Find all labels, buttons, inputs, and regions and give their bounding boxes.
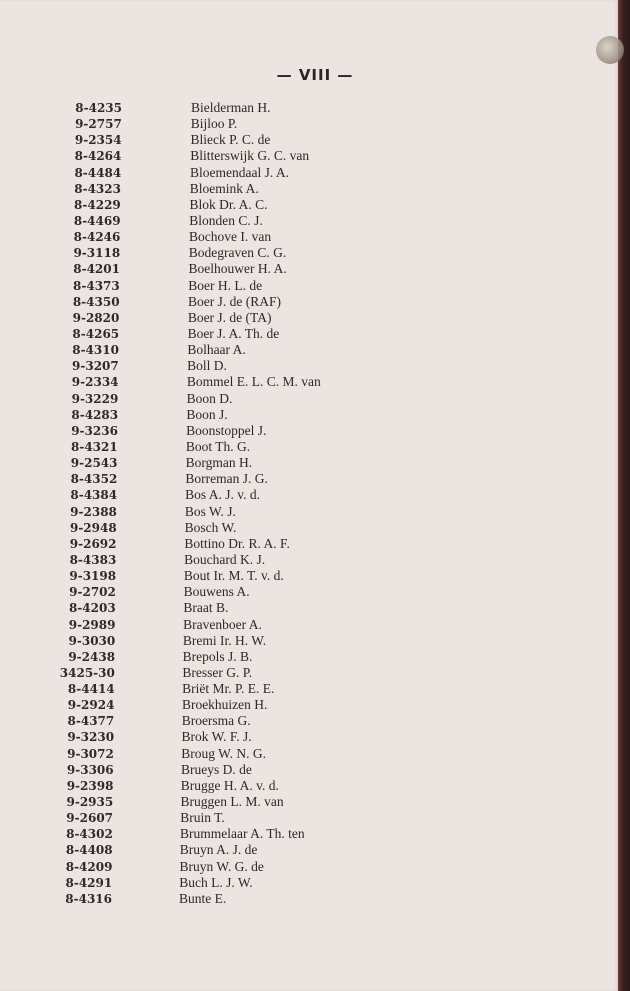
member-code: 8-4264 (74, 149, 122, 164)
member-name: Bottino Dr. R. A. F. (184, 535, 290, 551)
list-item (0, 439, 630, 455)
member-name: Bolhaar A. (187, 342, 246, 358)
member-code: 8-4302 (66, 827, 113, 842)
member-name: Brepols J. B. (182, 648, 253, 664)
member-code: 8-4484 (74, 165, 122, 180)
member-name: Bochove I. van (189, 229, 272, 245)
member-code: 9-2989 (68, 617, 116, 632)
list-item (0, 197, 630, 213)
member-name: Bruin T. (180, 810, 225, 826)
member-name: Broekhuizen H. (181, 697, 268, 713)
member-code: 8-4265 (72, 326, 120, 341)
member-name: Bruyn W. G. de (179, 858, 264, 874)
member-name: Blitterswijk G. C. van (190, 148, 310, 164)
list-item (0, 310, 630, 326)
member-name: Boer J. A. Th. de (187, 325, 280, 341)
member-name: Bresser G. P. (182, 664, 253, 680)
list-item (0, 633, 630, 649)
member-name: Blok Dr. A. C. (189, 196, 268, 212)
list-item (0, 778, 630, 794)
member-code: 9-2820 (72, 310, 120, 325)
list-item (0, 810, 630, 826)
member-code: 3425-30 (59, 665, 115, 680)
list-item (0, 165, 630, 181)
list-item (0, 213, 630, 229)
member-code: 9-2935 (66, 795, 114, 810)
member-name: Bodegraven C. G. (188, 245, 287, 261)
list-item (0, 326, 630, 342)
list-item (0, 423, 630, 439)
member-name: Bouwens A. (183, 584, 250, 600)
member-name: Brueys D. de (180, 761, 252, 777)
member-code: 8-4235 (75, 101, 122, 115)
member-name: Broersma G. (181, 713, 251, 729)
list-item (0, 729, 630, 745)
member-code: 9-3229 (71, 391, 119, 406)
list-item (0, 697, 630, 713)
list-item (0, 584, 630, 600)
member-code: 8-4377 (67, 714, 115, 729)
member-name: Boonstoppel J. (186, 422, 267, 438)
member-name: Borreman J. G. (185, 471, 268, 487)
list-item (0, 762, 630, 778)
member-code: 8-4310 (72, 343, 119, 358)
member-code: 8-4209 (65, 859, 113, 874)
list-item (0, 891, 630, 907)
member-code: 8-4408 (65, 843, 113, 858)
list-item (0, 132, 630, 148)
member-name: Buch L. J. W. (179, 874, 253, 890)
member-code: 9-2948 (69, 520, 117, 535)
member-code: 9-3207 (72, 359, 119, 374)
member-code: 9-2334 (71, 375, 119, 390)
member-name: Bloemink A. (189, 180, 259, 196)
member-code: 8-4203 (68, 601, 116, 616)
list-item (0, 100, 630, 116)
member-name: Boon J. (186, 406, 228, 422)
member-code: 8-4201 (73, 262, 120, 277)
member-name: Bout Ir. M. T. v. d. (183, 568, 284, 584)
member-code: 9-3236 (71, 423, 118, 438)
list-item (0, 245, 630, 261)
list-item (0, 374, 630, 390)
list-item (0, 181, 630, 197)
member-name: Bosch W. (184, 519, 237, 535)
list-item (0, 407, 630, 423)
member-name: Blonden C. J. (189, 212, 263, 228)
member-code: 8-4323 (74, 181, 121, 196)
member-name: Blieck P. C. de (190, 132, 271, 148)
member-name: Bruggen L. M. van (180, 794, 284, 810)
list-item (0, 520, 630, 536)
member-code: 8-4373 (73, 278, 120, 293)
member-name: Bijloo P. (190, 116, 238, 132)
list-item (0, 148, 630, 164)
list-item (0, 504, 630, 520)
member-code: 9-3030 (68, 633, 116, 648)
member-name: Bunte E. (179, 890, 227, 906)
member-code: 9-2354 (74, 133, 122, 148)
member-name: Bouchard K. J. (184, 551, 266, 567)
member-name: Braat B. (183, 600, 229, 616)
list-item (0, 552, 630, 568)
member-name: Boer H. L. de (188, 277, 263, 293)
member-name: Boer J. de (TA) (187, 309, 272, 325)
member-code: 8-4383 (69, 552, 117, 567)
member-name: Boelhouwer H. A. (188, 261, 287, 277)
list-item (0, 358, 630, 374)
list-item (0, 713, 630, 729)
member-code: 9-2398 (66, 778, 114, 793)
member-name: Bommel E. L. C. M. van (186, 374, 321, 390)
member-code: 8-4469 (73, 213, 121, 228)
member-code: 9-2607 (66, 811, 114, 826)
list-item (0, 342, 630, 358)
list-item (0, 875, 630, 891)
list-item (0, 471, 630, 487)
member-code: 8-4321 (70, 439, 118, 454)
member-code: 8-4352 (70, 472, 118, 487)
member-code: 8-4414 (67, 682, 115, 697)
member-name: Broug W. N. G. (181, 745, 266, 761)
member-name: Bremi Ir. H. W. (182, 632, 267, 648)
member-code: 8-4384 (70, 488, 118, 503)
member-code: 9-2692 (69, 536, 117, 551)
member-name: Boer J. de (RAF) (188, 293, 282, 309)
member-name: Bloemendaal J. A. (190, 164, 289, 180)
list-item (0, 261, 630, 277)
member-code: 8-4229 (74, 197, 121, 212)
member-name: Bos A. J. v. d. (185, 487, 260, 503)
member-code: 8-4350 (72, 294, 120, 309)
member-code: 9-3230 (67, 730, 115, 745)
list-item (0, 455, 630, 471)
member-code: 8-4291 (65, 875, 113, 890)
list-item (0, 568, 630, 584)
list-item (0, 746, 630, 762)
member-code: 9-3072 (67, 746, 114, 761)
member-code: 8-4283 (71, 407, 119, 422)
member-name: Briët Mr. P. E. E. (182, 681, 275, 697)
member-name: Brok W. F. J. (181, 729, 252, 745)
list-item (0, 859, 630, 875)
list-item (0, 665, 630, 681)
member-code: 9-2702 (69, 585, 116, 600)
page-number: — VIII — (276, 66, 354, 84)
member-code: 9-3306 (66, 762, 114, 777)
list-item (0, 229, 630, 245)
member-code: 9-3118 (73, 246, 121, 261)
list-item (0, 294, 630, 310)
member-code: 9-3198 (69, 569, 117, 584)
list-item (0, 278, 630, 294)
list-item (0, 391, 630, 407)
member-code: 9-2924 (67, 698, 115, 713)
member-code: 8-4246 (73, 230, 121, 245)
paper-stain (596, 36, 624, 64)
member-name: Boll D. (187, 358, 227, 374)
member-name: Boon D. (186, 390, 233, 406)
member-name: Brummelaar A. Th. ten (179, 826, 305, 842)
member-code: 9-2757 (75, 117, 122, 132)
member-name: Bos W. J. (184, 503, 236, 519)
list-item (0, 600, 630, 616)
list-item (0, 487, 630, 503)
member-code: 9-2438 (68, 649, 116, 664)
member-code: 9-2543 (70, 456, 118, 471)
member-name: Bravenboer A. (183, 616, 262, 632)
list-item (0, 681, 630, 697)
list-item (0, 649, 630, 665)
list-item (0, 842, 630, 858)
member-name: Bielderman H. (191, 100, 271, 115)
list-item (0, 536, 630, 552)
list-item (0, 617, 630, 633)
list-item (0, 794, 630, 810)
list-item (0, 116, 630, 132)
member-name: Borgman H. (185, 455, 253, 471)
list-item (0, 826, 630, 842)
member-name: Boot Th. G. (185, 438, 251, 454)
member-name: Brugge H. A. v. d. (180, 777, 279, 793)
member-list (0, 100, 630, 907)
member-code: 8-4316 (65, 891, 112, 906)
member-name: Bruyn A. J. de (179, 842, 258, 858)
member-code: 9-2388 (70, 504, 117, 519)
